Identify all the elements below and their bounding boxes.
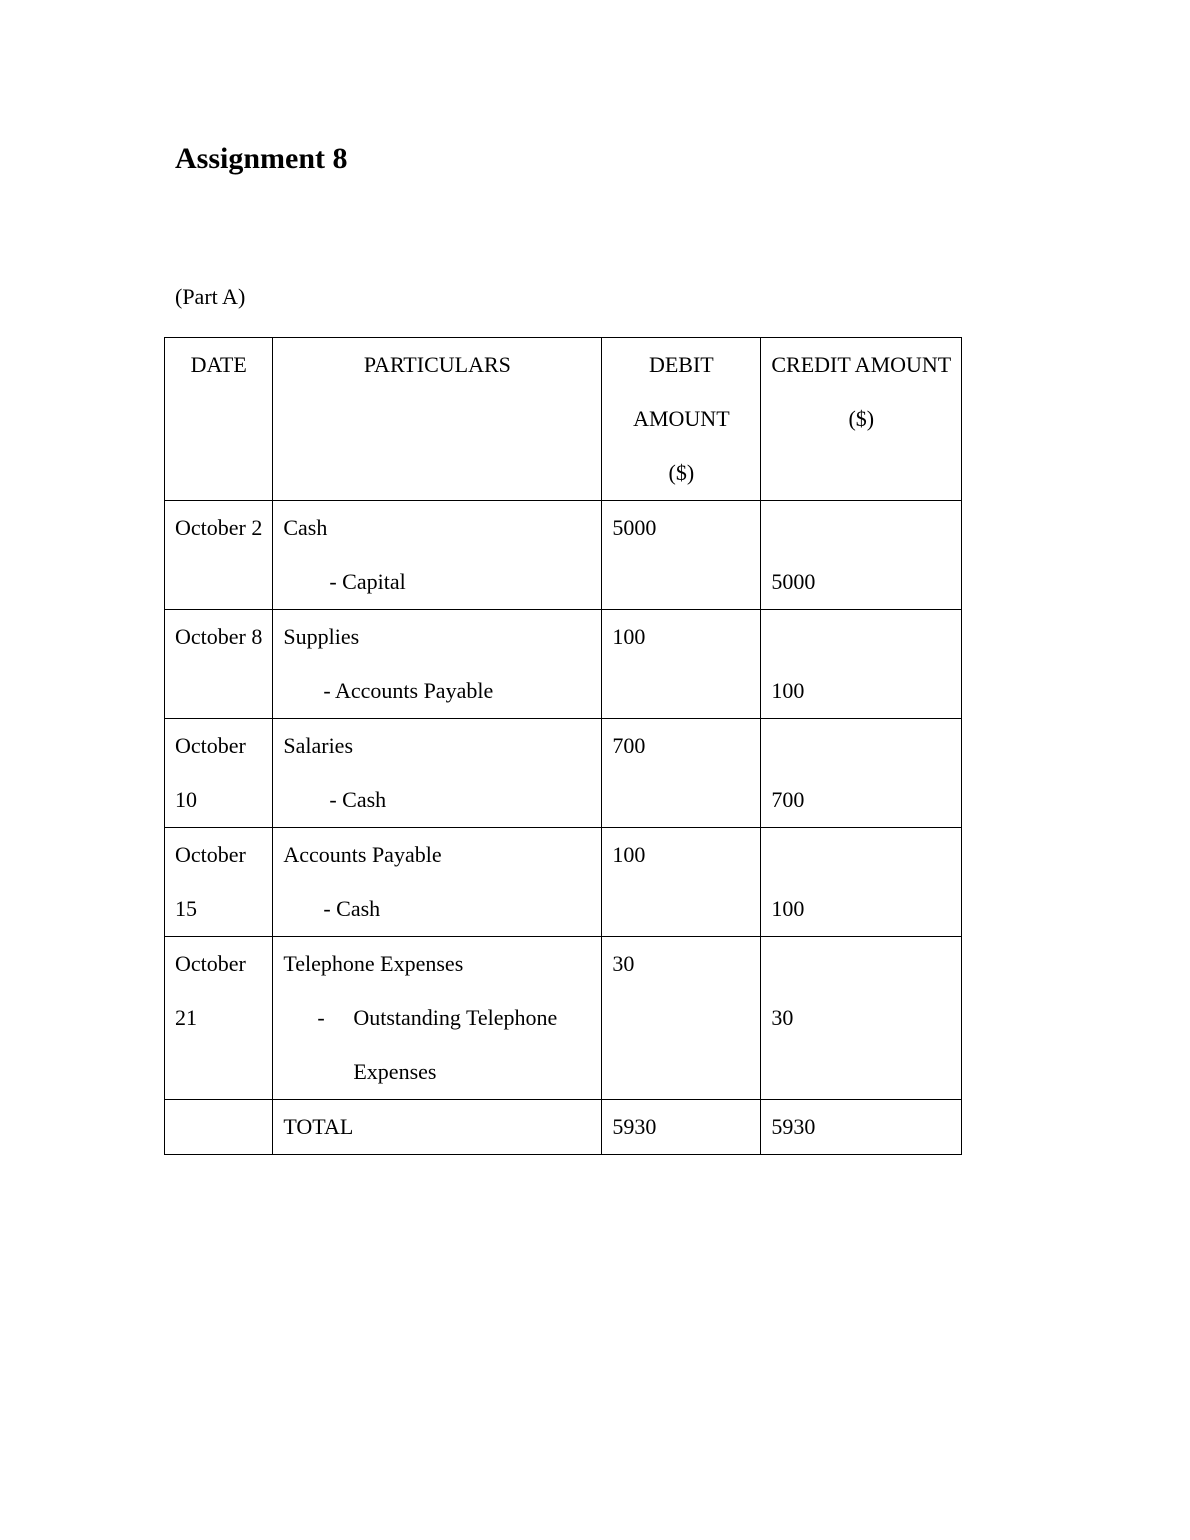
document-title: Assignment 8 bbox=[175, 142, 348, 175]
table-row bbox=[165, 828, 962, 937]
row-date: October 8 bbox=[165, 610, 273, 719]
table-row bbox=[165, 501, 962, 610]
row-credit: 5000 bbox=[761, 501, 962, 610]
row-debit: 100 bbox=[602, 610, 761, 719]
table-row bbox=[165, 719, 962, 828]
header-credit: CREDIT AMOUNT ($) bbox=[761, 338, 962, 501]
row-date: October 10 bbox=[165, 719, 273, 828]
row-particulars: Supplies - Accounts Payable bbox=[273, 610, 602, 719]
row-debit: 5000 bbox=[602, 501, 761, 610]
journal-table bbox=[164, 337, 962, 1155]
table-row bbox=[165, 610, 962, 719]
row-credit: 700 bbox=[761, 719, 962, 828]
row-debit: 700 bbox=[602, 719, 761, 828]
row-date: October 15 bbox=[165, 828, 273, 937]
row-debit: 100 bbox=[602, 828, 761, 937]
row-date: October 2 bbox=[165, 501, 273, 610]
row-particulars: Salaries - Cash bbox=[273, 719, 602, 828]
table-total-row bbox=[165, 1100, 962, 1155]
table-row bbox=[165, 937, 962, 1100]
total-date bbox=[165, 1100, 273, 1155]
row-credit: 100 bbox=[761, 828, 962, 937]
row-particulars: Cash - Capital bbox=[273, 501, 602, 610]
row-debit: 30 bbox=[602, 937, 761, 1100]
header-particulars: PARTICULARS bbox=[273, 338, 602, 501]
total-label: TOTAL bbox=[273, 1100, 602, 1155]
row-particulars: Accounts Payable - Cash bbox=[273, 828, 602, 937]
total-debit: 5930 bbox=[602, 1100, 761, 1155]
total-credit: 5930 bbox=[761, 1100, 962, 1155]
table-header-row bbox=[165, 338, 962, 501]
row-date: October 21 bbox=[165, 937, 273, 1100]
row-credit: 100 bbox=[761, 610, 962, 719]
part-label: (Part A) bbox=[175, 284, 246, 309]
row-particulars: Telephone Expenses - Outstanding Telephone Expenses bbox=[273, 937, 602, 1100]
row-credit: 30 bbox=[761, 937, 962, 1100]
header-debit: DEBIT AMOUNT ($) bbox=[602, 338, 761, 501]
header-date: DATE bbox=[165, 338, 273, 501]
